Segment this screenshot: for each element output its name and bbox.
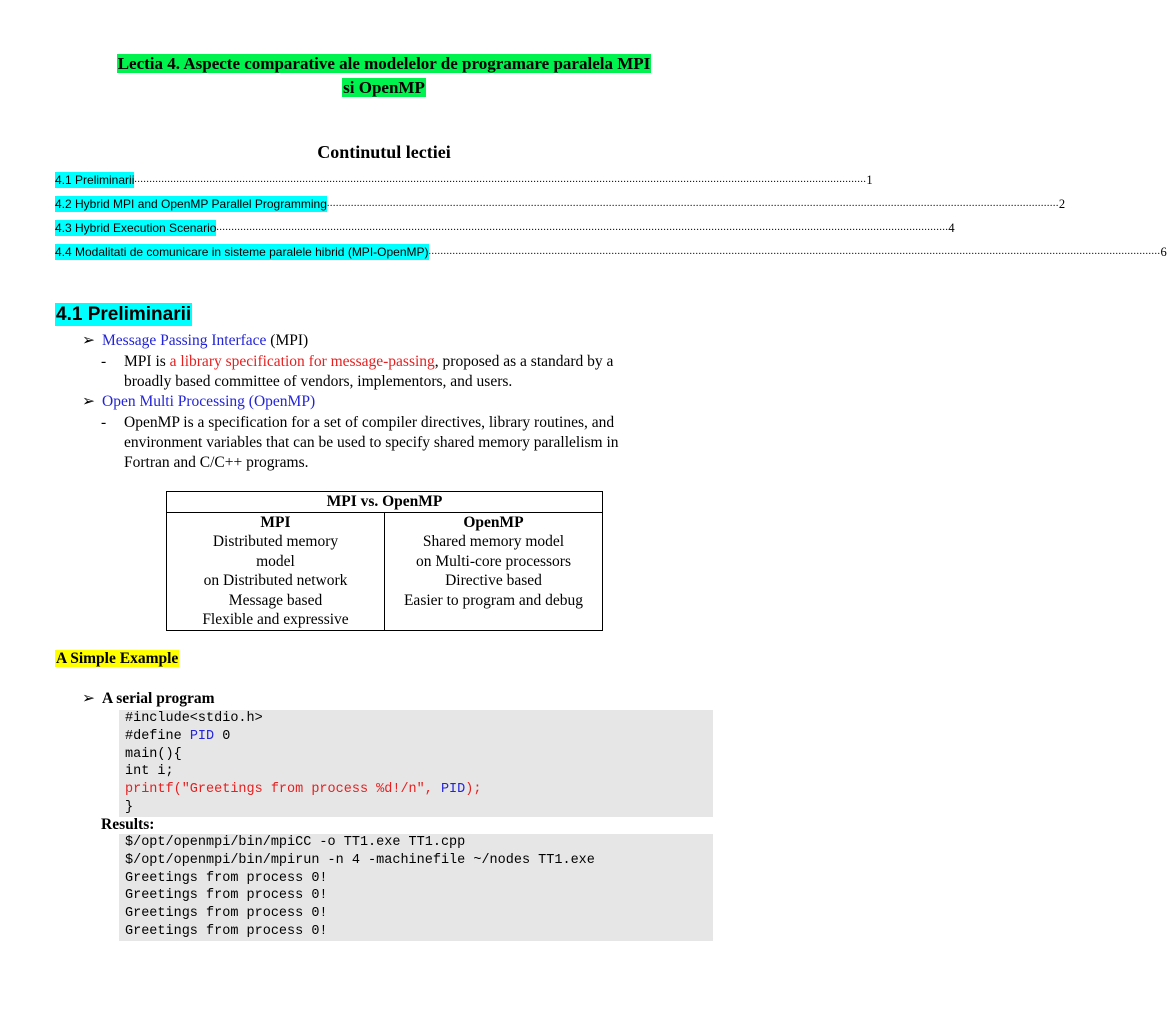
toc-entry-label[interactable]: 4.4 Modalitati de comunicare in sisteme paralele hibrid (MPI-OpenMP) [55, 245, 429, 259]
results-line: Greetings from process 0! [125, 923, 328, 939]
arrow-bullet-icon: ➢ [82, 393, 95, 410]
results-line: $/opt/openmpi/bin/mpiCC -o TT1.exe TT1.cpp [125, 835, 466, 850]
arrow-bullet-icon: ➢ [82, 332, 95, 349]
results-line: Greetings from process 0! [125, 888, 328, 904]
toc-entry-page: 1 [866, 173, 873, 187]
toc-leader-dots: .................................................................................................................................................................................................................................................... [216, 222, 949, 233]
openmp-column: OpenMP Shared memory model on Multi-core processors Directive based Easier to program and debug [385, 512, 603, 630]
toc-entry-label[interactable]: 4.2 Hybrid MPI and OpenMP Parallel Programming [55, 197, 327, 211]
mpi-column: MPI Distributed memory model on Distributed network Message based Flexible and expressive [167, 512, 385, 630]
lesson-title [0, 52, 768, 100]
serial-program-bullet: ➢ A serial program [82, 690, 215, 707]
section-heading: 4.1 Preliminarii [56, 304, 192, 325]
comparison-table-title: MPI vs. OpenMP [167, 492, 603, 513]
mpi-highlight: a library specification for message-passing [169, 353, 435, 370]
title-line-2: si OpenMP [343, 78, 425, 97]
example-heading: A Simple Example [56, 650, 179, 667]
results-line: $/opt/openmpi/bin/mpirun -n 4 -machinefile ~/nodes TT1.exe [125, 852, 595, 868]
toc-entry[interactable] [55, 196, 1066, 212]
toc-heading: Continutul lectiei [317, 142, 451, 162]
toc-leader-dots: .................................................................................................................................................................................................................................................... [326, 198, 1059, 209]
toc-entry[interactable] [55, 244, 1167, 260]
mpi-name: Message Passing Interface [102, 332, 267, 349]
toc-entry-page: 6 [1160, 245, 1167, 259]
bullet-mpi [82, 331, 308, 351]
dash-bullet: - [101, 353, 107, 370]
toc-entry[interactable] [55, 220, 955, 236]
dash-bullet: - [101, 414, 107, 431]
results-line: Greetings from process 0! [125, 870, 328, 886]
arrow-bullet-icon: ➢ [82, 690, 95, 707]
document-page: Lectia 4. Aspecte comparative ale modelelor de programare paralela MPI si OpenMP Continutul lectiei 4.1 Preliminarii .................................................................................................................................................................................................................................................... 1 4.2 Hybrid MPI and OpenMP Parallel Programming .................................................................................................................................................................................................................................................... 2 4.3 Hybrid Execution Scenario .................................................................................................................................................................................................................................................... 4 4.4 Modalitati de comunicare in sisteme paralele hibrid (MPI-OpenMP) .................................................................................................................................................................................................................................................... 6 4.1 Preliminarii ➢ Message Passing Interface (MPI) - MPI is a library specification for message-passing, proposed as a standard by a broadly based committee of vendors, implementors, and users. ➢ Open Multi Processing (OpenMP) - OpenMP is a specification for a set of compiler directives, library routines, and environment variables that can be used to specify shared memory parallelism in Fortran and C/C++ programs. MPI vs. OpenMP MPI Distributed memory model on Distributed network Message based Flexible and expressive OpenMP Shared memory model on Multi-core processors Directive based Easier to program and debug A Simple Example ➢ A serial program #include<stdio.h> #define PID 0 main(){ int i; printf("Greetings from process %d!/n", PID); } Results: $/opt/openmpi/bin/mpiCC -o TT1.exe TT1.cpp $/opt/openmpi/bin/mpirun -n 4 -machinefile ~/nodes TT1.exe Greetings from process 0! Greetings from process 0! Greetings from process 0! Greetings from process 0! [0, 0, 768, 1024]
toc-entry-page: 2 [1058, 197, 1066, 211]
results-line: Greetings from process 0! [125, 906, 328, 922]
serial-code-block: #include<stdio.h> #define PID 0 main(){ int i; printf("Greetings from process %d!/n", PID); } [119, 710, 713, 817]
comparison-table [166, 491, 603, 631]
title-line-1: Lectia 4. Aspecte comparative ale modelelor de programare paralela MPI [117, 54, 651, 73]
bullet-openmp [82, 392, 315, 412]
toc-entry-page: 4 [948, 221, 955, 235]
mpi-abbr: (MPI) [270, 332, 309, 349]
toc-entry-label[interactable]: 4.3 Hybrid Execution Scenario [55, 221, 217, 235]
toc-entry[interactable] [55, 172, 873, 188]
toc-leader-dots: .................................................................................................................................................................................................................................................... [134, 174, 867, 185]
toc-leader-dots: .................................................................................................................................................................................................................................................... [428, 246, 1161, 257]
results-code-block [119, 834, 713, 941]
results-label: Results: [101, 816, 155, 833]
toc-entry-label[interactable]: 4.1 Preliminarii [55, 173, 135, 187]
openmp-name: Open Multi Processing (OpenMP) [102, 393, 316, 410]
